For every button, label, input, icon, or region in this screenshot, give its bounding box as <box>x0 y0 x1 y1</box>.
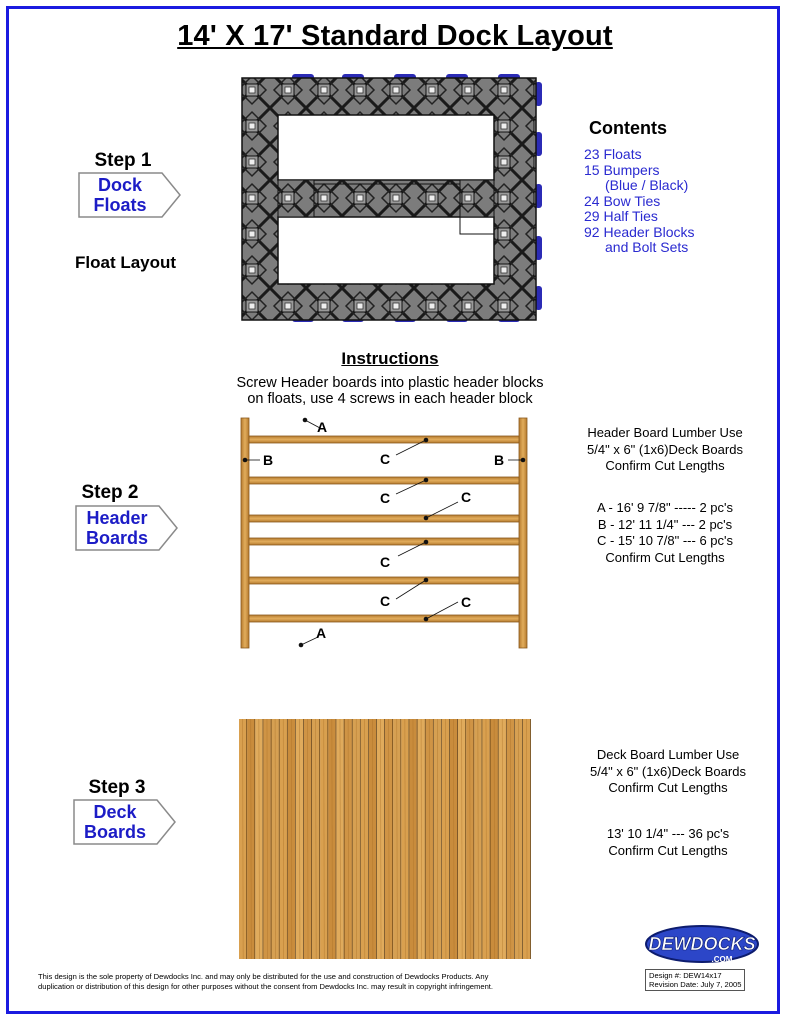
contents-item: 24 Bow Ties <box>584 192 661 209</box>
contents-item: 92 Header Blocks <box>584 223 695 240</box>
step1-tag-line2: Floats <box>93 195 147 215</box>
instructions-text <box>0 375 780 407</box>
step3-label: Step 3 <box>88 777 146 798</box>
spec-line: 5/4" x 6" (1x6)Deck Boards <box>587 441 743 457</box>
deck-lumber-spec <box>548 747 788 797</box>
label-c: C <box>380 451 391 467</box>
contents-item: (Blue / Black) <box>605 177 689 193</box>
label-c: C <box>380 490 391 506</box>
float-layout-label: Float Layout <box>75 253 177 272</box>
label-c: C <box>380 554 391 570</box>
contents-list <box>584 147 695 256</box>
label-c: C <box>461 594 472 610</box>
contents-title: Contents <box>589 118 667 138</box>
cut-line: B - 12' 11 1/4" --- 2 pc's <box>597 516 733 532</box>
deck-cut-list <box>548 826 788 859</box>
header-cut-list <box>548 500 782 566</box>
logo-suffix: .COM <box>711 955 733 964</box>
header-lumber-spec <box>548 425 782 475</box>
header-board-labels <box>236 414 532 652</box>
contents-item: 23 Floats <box>584 146 642 162</box>
contents-item: 15 Bumpers <box>584 161 660 178</box>
instructions-line: Screw Header boards into plastic header blocks <box>236 375 544 391</box>
design-info-box <box>645 969 745 991</box>
step1-tag-line1: Dock <box>97 175 142 195</box>
deck-boards-diagram <box>239 719 531 959</box>
instructions-title: Instructions <box>341 349 439 368</box>
spec-line: Confirm Cut Lengths <box>608 780 728 795</box>
label-a-bottom: A <box>316 625 327 641</box>
design-number: Design #: DEW14x17 <box>649 971 722 980</box>
cut-line: Confirm Cut Lengths <box>608 842 728 858</box>
spec-line: Header Board Lumber Use <box>587 425 743 440</box>
step3-tag-line2: Boards <box>83 822 146 842</box>
contents-item: and Bolt Sets <box>605 239 689 255</box>
instructions-line: on floats, use 4 screws in each header block <box>247 391 533 407</box>
step1-label: Step 1 <box>94 150 152 171</box>
step1-tag <box>78 172 182 218</box>
logo-name: DEWDOCKS <box>648 934 756 954</box>
dewdocks-logo <box>644 920 762 968</box>
step2-tag <box>75 505 179 551</box>
cut-line: A - 16' 9 7/8" ----- 2 pc's <box>596 500 733 515</box>
label-b-right: B <box>494 452 505 468</box>
copyright-line: This design is the sole property of Dewdocks Inc. and may only be distributed for the use and construction of Dewdocks Products. Any <box>38 972 489 981</box>
label-a-top: A <box>317 419 328 435</box>
step2-label: Step 2 <box>81 482 139 503</box>
label-c: C <box>380 593 391 609</box>
spec-line: 5/4" x 6" (1x6)Deck Boards <box>590 763 746 779</box>
spec-line: Deck Board Lumber Use <box>596 747 740 762</box>
copyright-line: duplication or distribution of this design for other purposes without the consent from Dewdocks Inc. may result in copyright infringement. <box>38 981 494 991</box>
spec-line: Confirm Cut Lengths <box>605 458 725 473</box>
copyright-notice <box>38 972 638 991</box>
step2-tag-line1: Header <box>86 508 148 528</box>
cut-line: 13' 10 1/4" --- 36 pc's <box>606 826 730 841</box>
contents-item: 29 Half Ties <box>584 208 658 224</box>
float-layout-diagram <box>234 72 544 324</box>
revision-date: Revision Date: July 7, 2005 <box>649 980 742 989</box>
step3-tag-line1: Deck <box>93 802 137 822</box>
cut-line: Confirm Cut Lengths <box>605 549 725 565</box>
step2-tag-line2: Boards <box>85 528 148 548</box>
step3-tag <box>73 799 177 845</box>
cut-line: C - 15' 10 7/8" --- 6 pc's <box>596 533 734 548</box>
label-c: C <box>461 489 472 505</box>
label-b-left: B <box>263 452 274 468</box>
page-title: 14' X 17' Standard Dock Layout <box>177 20 613 52</box>
